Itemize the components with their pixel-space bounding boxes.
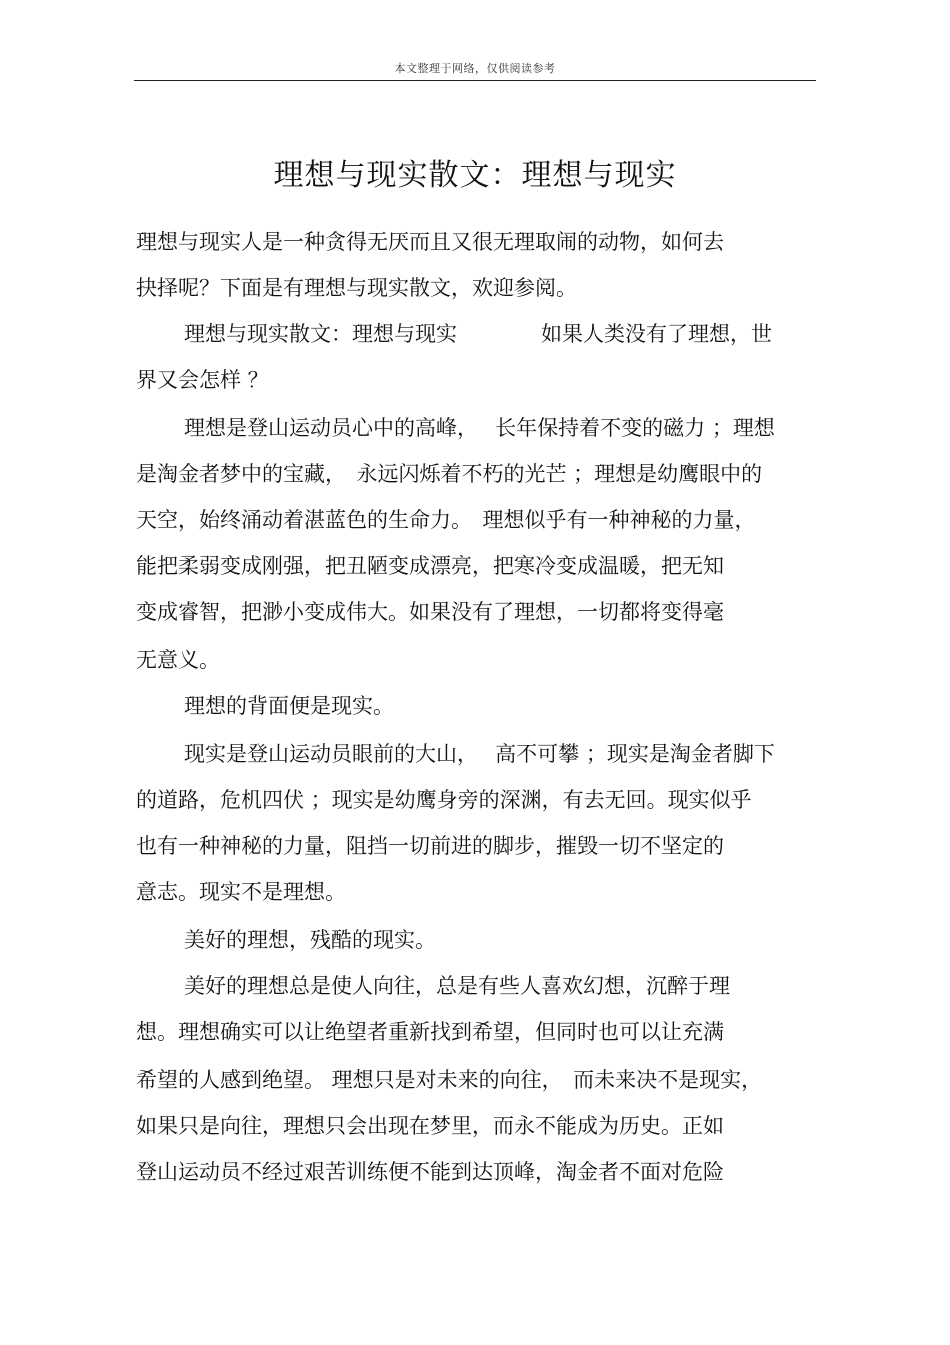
body-line: 美好的理想，残酷的现实。 <box>184 928 436 952</box>
body-line: 想。理想确实可以让绝望者重新找到希望，但同时也可以让充满 <box>136 1020 724 1044</box>
body-line: 意志。现实不是理想。 <box>136 880 346 904</box>
body-line: 如果只是向往，理想只会出现在梦里，而永不能成为历史。正如 <box>136 1114 724 1138</box>
body-line: 能把柔弱变成刚强，把丑陋变成漂亮，把寒冷变成温暖，把无知 <box>136 554 724 578</box>
body-line: 理想与现实人是一种贪得无厌而且又很无理取闹的动物，如何去 <box>136 230 724 254</box>
body-line: 登山运动员不经过艰苦训练便不能到达顶峰，淘金者不面对危险 <box>136 1160 724 1184</box>
body-line: 理想与现实散文：理想与现实 如果人类没有了理想，世 <box>184 322 772 346</box>
header-text: 本文整理于网络，仅供阅读参考 <box>394 62 556 75</box>
body-line: 界又会怎样 ？ <box>136 368 269 392</box>
body-line: 现实是登山运动员眼前的大山， 高不可攀 ；现实是淘金者脚下 <box>184 742 775 766</box>
body-line: 理想是登山运动员心中的高峰， 长年保持着不变的磁力 ；理想 <box>184 416 775 440</box>
body-line: 是淘金者梦中的宝藏， 永远闪烁着不朽的光芒 ；理想是幼鹰眼中的 <box>136 462 763 486</box>
body-line: 理想的背面便是现实。 <box>184 694 394 718</box>
body-line: 天空，始终涌动着湛蓝色的生命力。 理想似乎有一种神秘的力量， <box>136 508 756 532</box>
body-line: 希望的人感到绝望。 理想只是对未来的向往， 而未来决不是现实， <box>136 1068 763 1092</box>
page-header <box>134 56 816 81</box>
article-title: 理想与现实散文：理想与现实 <box>273 158 677 193</box>
body-line: 美好的理想总是使人向往，总是有些人喜欢幻想，沉醉于理 <box>184 974 730 998</box>
body-line: 也有一种神秘的力量，阻挡一切前进的脚步，摧毁一切不坚定的 <box>136 834 724 858</box>
body-line: 无意义。 <box>136 648 220 672</box>
body-line: 变成睿智，把渺小变成伟大。如果没有了理想，一切都将变得毫 <box>136 600 724 624</box>
body-line: 的道路，危机四伏 ；现实是幼鹰身旁的深渊，有去无回。现实似乎 <box>136 788 752 812</box>
body-line: 抉择呢？下面是有理想与现实散文，欢迎参阅。 <box>136 276 577 300</box>
